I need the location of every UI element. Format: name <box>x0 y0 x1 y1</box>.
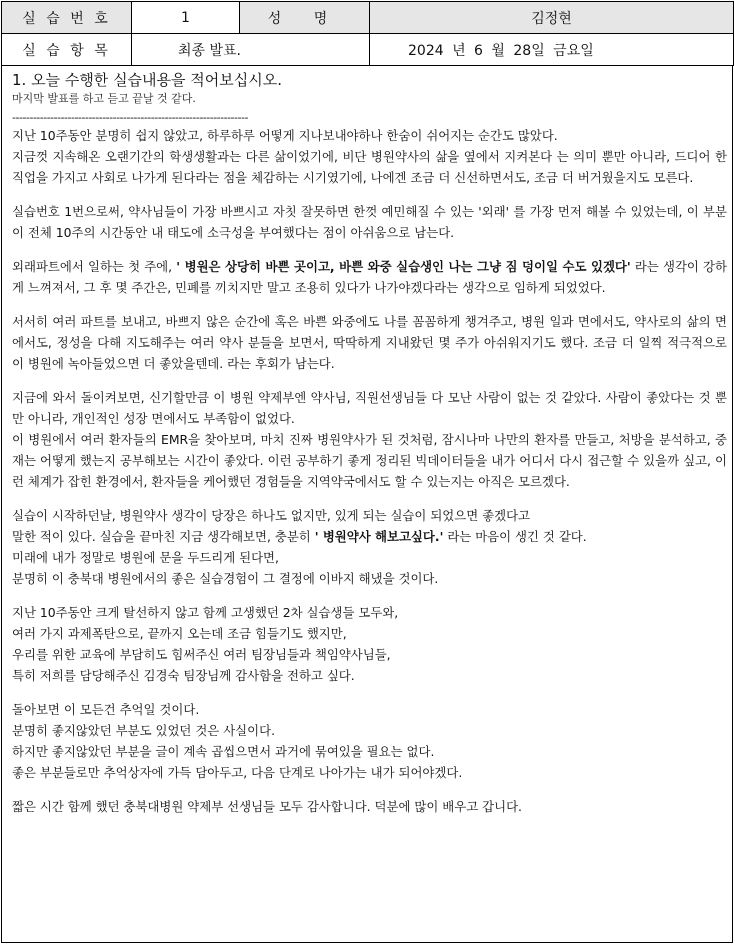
header-row-practice-number <box>2 2 734 34</box>
practice-item-label: 실 습 항 목 <box>2 34 132 66</box>
divider-line: -------------------------------------------------------------------- <box>12 111 248 124</box>
paragraph-8-line-3: 하지만 좋지않았던 부분을 글이 계속 곱씹으면서 과거에 묶여있을 필요는 없다. <box>12 744 435 759</box>
paragraph-6-emphasis: ' 병원약사 해보고싶다.' <box>314 529 444 544</box>
paragraph-9: 짧은 시간 함께 했던 충북대병원 약제부 선생님들 모두 감사합니다. 덕분에 많이 배우고 갑니다. <box>12 799 522 814</box>
name-value: 김정현 <box>370 2 734 34</box>
name-label: 성 명 <box>240 2 370 34</box>
paragraph-8-line-4: 좋은 부분들로만 추억상자에 가득 담아두고, 다음 단계로 나아가는 내가 되어야겠다. <box>12 765 463 780</box>
report-content <box>12 69 727 817</box>
paragraph-2: 실습번호 1번으로써, 약사님들이 가장 바쁘시고 자칫 잘못하면 한껏 예민해질 수 있는 '외래' 를 가장 먼저 해볼 수 있었는데, 이 부분이 전체 10주의 시간동안 내 태도에 소극성을 부여했다는 점이 아쉬움으로 남는다. <box>12 204 727 240</box>
paragraph-8-line-1: 돌아보면 이 모든건 추억일 것이다. <box>12 702 200 717</box>
summary-line: 마지막 발표를 하고 듣고 끝날 것 같다. <box>12 92 196 105</box>
paragraph-7-line-2: 여러 가지 과제폭탄으로, 끝까지 오는데 조금 힘들기도 했지만, <box>12 626 347 641</box>
paragraph-6-line-4: 분명히 이 충북대 병원에서의 좋은 실습경험이 그 결정에 이바지 해냈을 것이다. <box>12 571 439 586</box>
paragraph-3-emphasis: ' 병원은 상당히 바쁜 곳이고, 바쁜 와중 실습생인 나는 그냥 짐 덩이일 수도 있겠다' <box>176 259 631 274</box>
paragraph-6-line-1: 실습이 시작하던날, 병원약사 생각이 당장은 하나도 없지만, 있게 되는 실습이 되었으면 좋겠다고 <box>12 508 531 523</box>
paragraph-7-line-4: 특히 저희를 담당해주신 김경숙 팀장님께 감사함을 전하고 싶다. <box>12 668 355 683</box>
paragraph-7-line-3: 우리를 위한 교육에 부담히도 힘써주신 여러 팀장님들과 책임약사님들, <box>12 647 391 662</box>
practice-date: 2024 년 6 월 28일 금요일 <box>370 34 734 66</box>
report-body <box>1 65 733 943</box>
paragraph-1-line-1: 지난 10주동안 분명히 쉽지 않았고, 하루하루 어떻게 지나보내야하나 한숨이 쉬어지는 순간도 많았다. <box>12 128 558 143</box>
paragraph-6-pre: 말한 적이 있다. 실습을 끝마친 지금 생각해보면, 충분히 <box>12 529 315 544</box>
paragraph-5-line-1: 지금에 와서 돌이켜보면, 신기할만큼 이 병원 약제부엔 약사님, 직원선생님들 다 모난 사람이 없는 것 같았다. 사람이 좋았다는 것 뿐만 아니라, 개인적인 성장 면에서도 부족함이 없었다. <box>12 390 727 426</box>
paragraph-7-line-1: 지난 10주동안 크게 탈선하지 않고 함께 고생했던 2차 실습생들 모두와, <box>12 605 399 620</box>
report-header-table <box>1 1 734 66</box>
question-heading: 1. 오늘 수행한 실습내용을 적어보십시오. <box>12 71 282 89</box>
paragraph-3 <box>12 256 727 298</box>
paragraph-4: 서서히 여러 파트를 보내고, 바쁘지 않은 순간에 혹은 바쁜 와중에도 나를 꼼꼼하게 챙겨주고, 병원 일과 면에서도, 약사로의 삶의 면에서도, 정성을 다해 지도해주는 여러 약사 분들을 보면서, 딱딱하게 지내왔던 몇 주가 아쉬워지기도 했다. 조금 더 일찍 적극적으로 이 병원에 녹아들었으면 더 좋았을텐데. 라는 후회가 남는다. <box>12 314 727 371</box>
header-row-practice-item <box>2 34 734 66</box>
paragraph-6-line-2 <box>12 526 727 547</box>
paragraph-3-post: 라는 생각이 강하게 느껴져서, 그 후 몇 주간은, 민폐를 끼치지만 말고 조용히 있다가 나가야겠다라는 생각으로 임하게 되었었다. <box>12 259 727 295</box>
paragraph-5-line-2: 이 병원에서 여러 환자들의 EMR을 찾아보며, 마치 진짜 병원약사가 된 것처럼, 잠시나마 나만의 환자를 만들고, 처방을 분석하고, 중재는 어떻게 했는지 공부해보는 시간이 좋았다. 이런 공부하기 좋게 정리된 빅데이터들을 내가 어디서 다시 접근할 수 있을까 싶고, 이런 체계가 잡힌 환경에서, 환자들을 케어했던 경험들을 지역약국에서도 할 수 있는지는 아직은 모르겠다. <box>12 432 727 489</box>
paragraph-1-line-2: 지금껏 지속해온 오랜기간의 학생생활과는 다른 삶이었기에, 비단 병원약사의 삶을 옆에서 지켜본다 는 의미 뿐만 아니라, 드디어 한 직업을 가지고 사회로 나가게 된다라는 점을 체감하는 시기였기에, 나에겐 조금 더 신선하면서도, 조금 더 버거웠을지도 모른다. <box>12 149 727 185</box>
paragraph-8-line-2: 분명히 좋지않았던 부분도 있었던 것은 사실이다. <box>12 723 276 738</box>
practice-number-value: 1 <box>132 2 240 34</box>
paragraph-6-post: 라는 마음이 생긴 것 같다. <box>443 529 587 544</box>
paragraph-3-pre: 외래파트에서 일하는 첫 주에, <box>12 259 177 274</box>
practice-item-value: 최종 발표. <box>132 34 370 66</box>
practice-number-label: 실 습 번 호 <box>2 2 132 34</box>
paragraph-6-line-3: 미래에 내가 정말로 병원에 문을 두드리게 된다면, <box>12 550 279 565</box>
